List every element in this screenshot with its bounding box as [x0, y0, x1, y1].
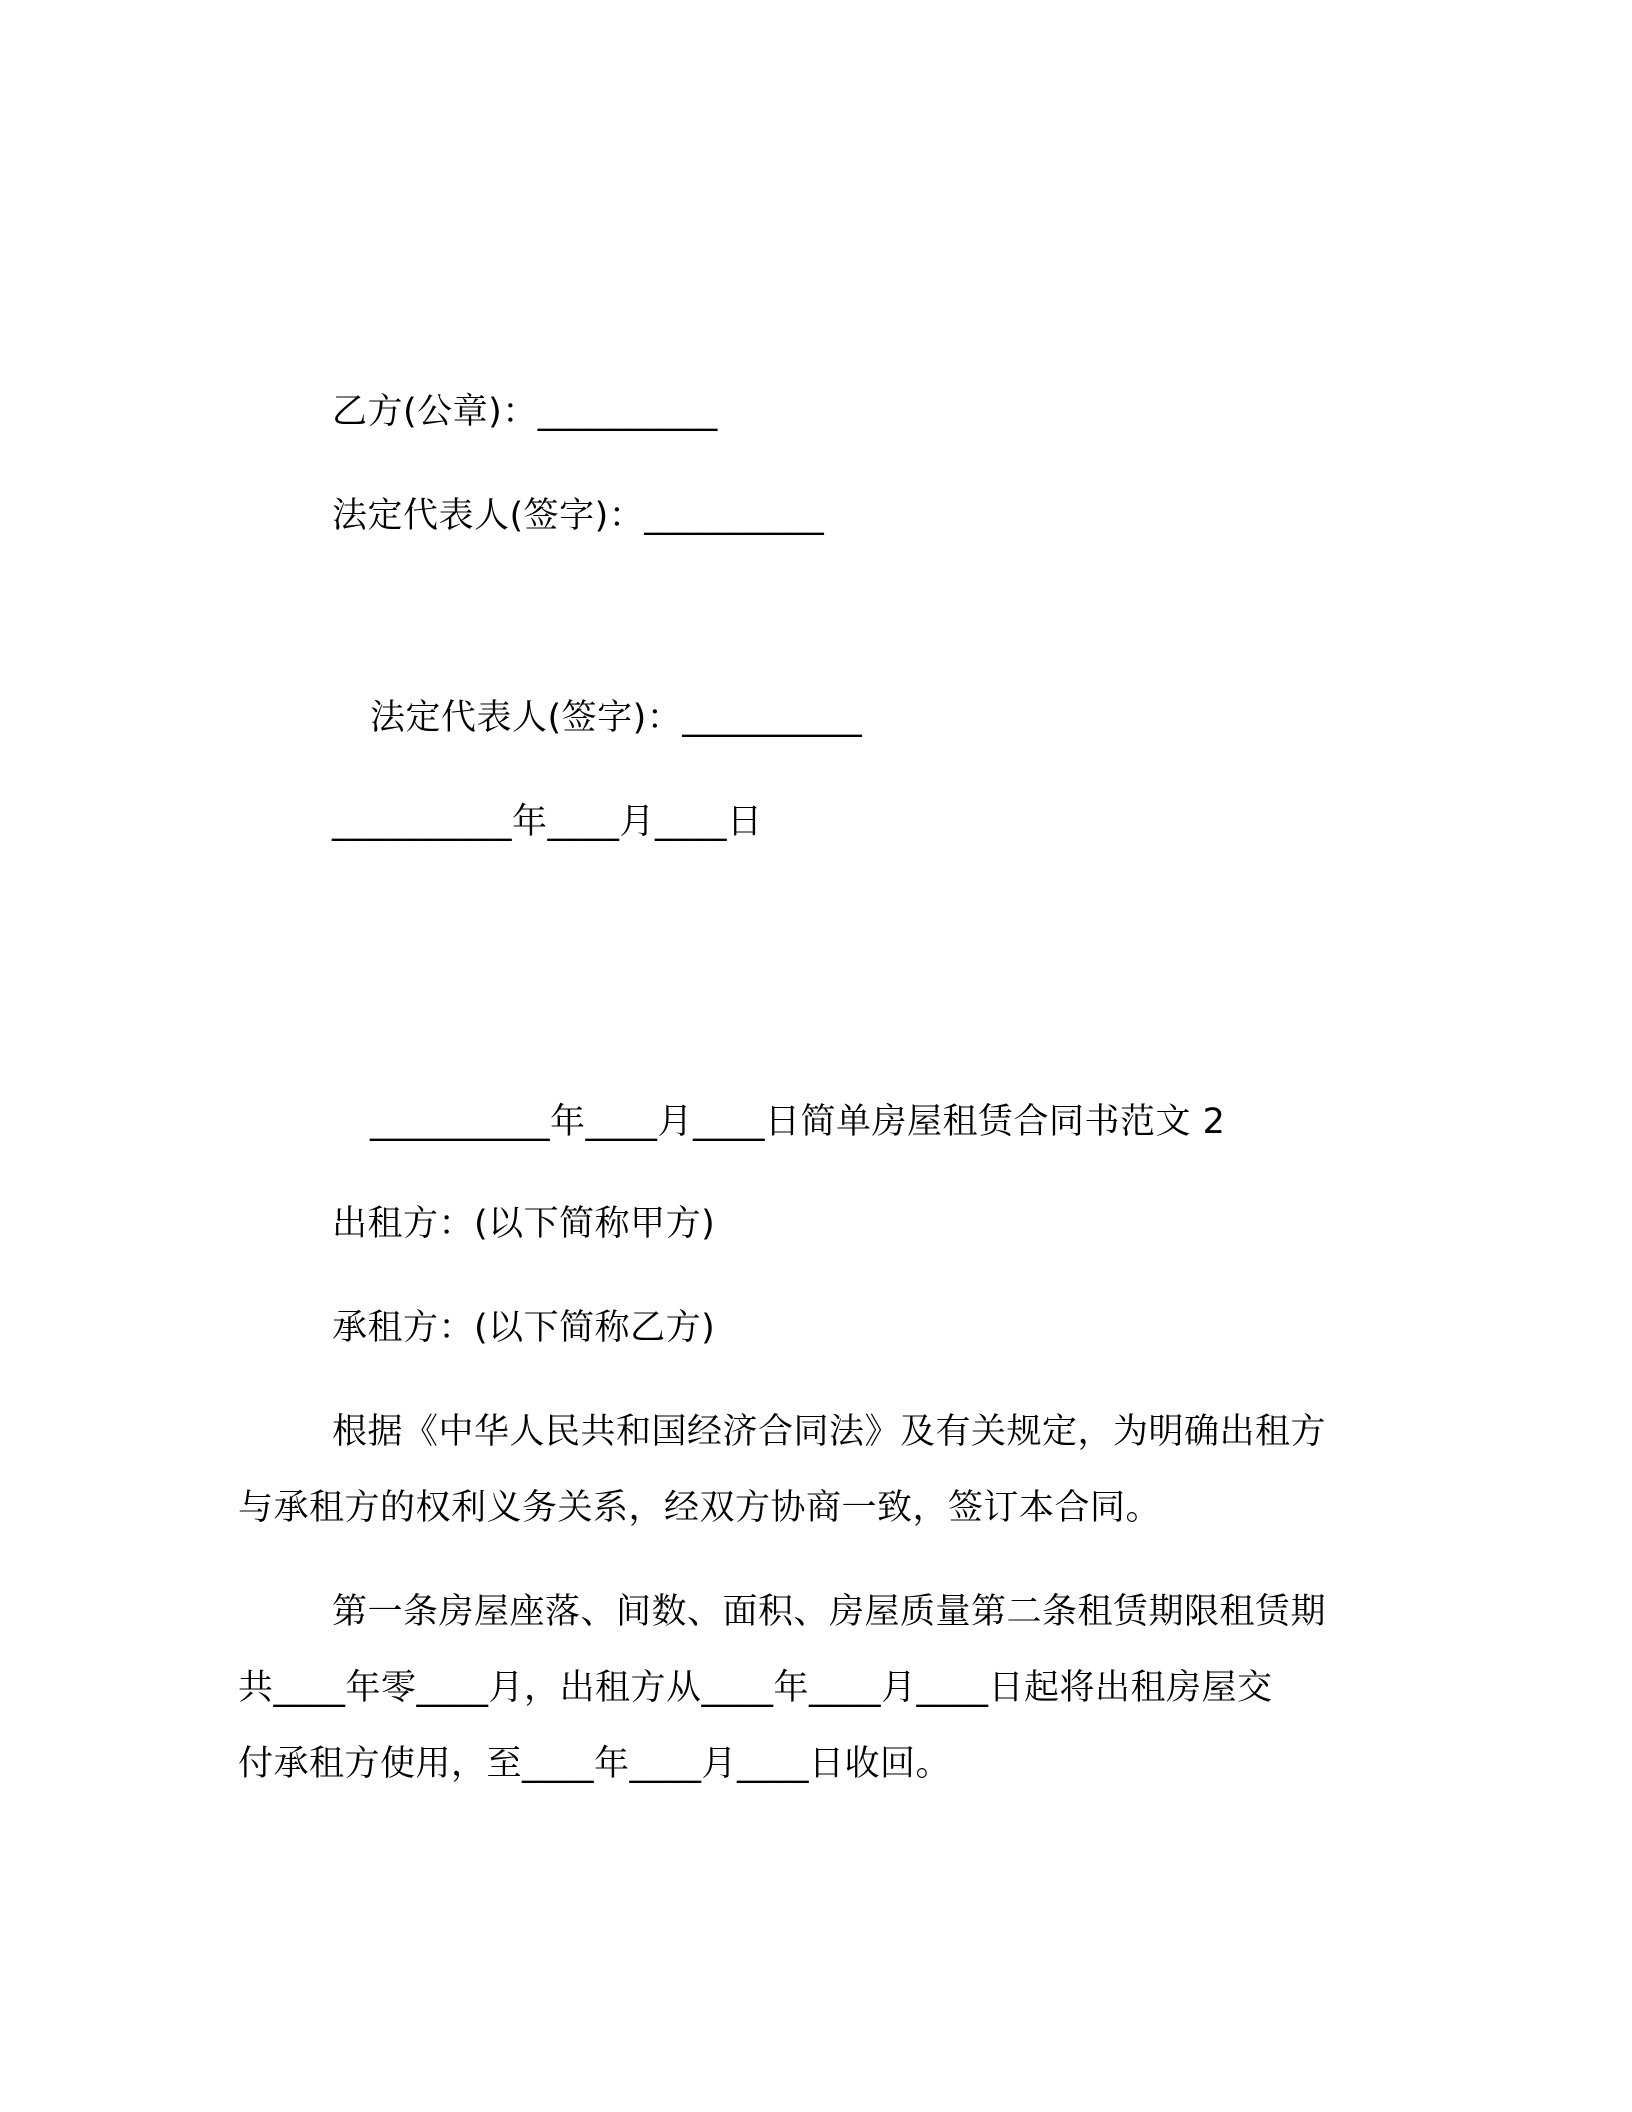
contract-title: __________年____月____日简单房屋租赁合同书范文 2 [370, 1102, 1226, 1142]
lessee-line: 承租方：(以下简称乙方) [332, 1308, 716, 1348]
article-paragraph-line-2: 共____年零____月，出租方从____年____月____日起将出租房屋交 [238, 1668, 1273, 1708]
legal-representative-signature-line-2: 法定代表人(签字)：__________ [370, 698, 863, 738]
intro-paragraph-line-1: 根据《中华人民共和国经济合同法》及有关规定，为明确出租方 [332, 1412, 1327, 1452]
intro-paragraph-line-2: 与承租方的权利义务关系，经双方协商一致，签订本合同。 [238, 1488, 1162, 1528]
article-paragraph-line-1: 第一条房屋座落、间数、面积、房屋质量第二条租赁期限租赁期 [332, 1592, 1327, 1632]
party-b-seal-line: 乙方(公章)：__________ [332, 392, 718, 432]
lessor-line: 出租方：(以下简称甲方) [332, 1204, 716, 1244]
article-paragraph-line-3: 付承租方使用，至____年____月____日收回。 [238, 1744, 952, 1784]
date-line: __________年____月____日 [332, 802, 763, 842]
legal-representative-signature-line: 法定代表人(签字)：__________ [332, 496, 825, 536]
